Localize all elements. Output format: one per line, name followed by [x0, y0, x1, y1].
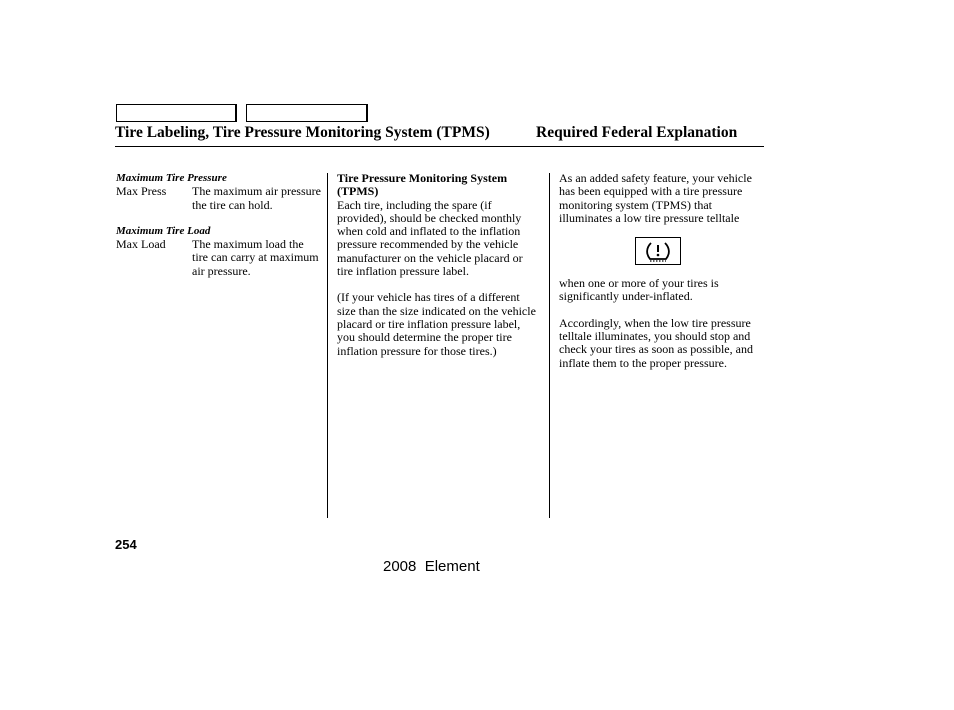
safety-feature-para: As an added safety feature, your vehicle has been equipped with a tire pressure monitoring system (TPMS) that illuminates a low tire pressure telltale: [559, 171, 752, 225]
page-header: [115, 121, 764, 147]
stop-and-check-para: Accordingly, when the low tire pressure telltale illuminates, you should stop and check your tires as soon as possible, and inflate them to the proper pressure.: [559, 315, 753, 370]
tpms-para-1: Each tire, including the spare (if provided), should be checked monthly when cold and inflated to the inflation pressure recommended by the vehicle manufacturer on the vehicle placard or tire inflation pressure label.: [337, 197, 523, 279]
max-pressure-heading: Maximum Tire Pressure: [116, 172, 227, 184]
tab-marker-1: [116, 104, 237, 122]
page-number: 254: [115, 537, 137, 552]
max-pressure-desc: The maximum air pressure the tire can hold.: [192, 184, 321, 212]
max-load-definition: [116, 238, 322, 278]
max-load-heading: Maximum Tire Load: [116, 224, 211, 237]
column-2: [337, 172, 541, 358]
low-tire-pressure-telltale-icon: [635, 237, 681, 265]
column-1: [116, 172, 322, 278]
max-load-term: Max Load: [116, 237, 166, 252]
header-right-title: Required Federal Explanation: [536, 124, 738, 141]
column-divider-2: [549, 173, 550, 518]
tpms-para-2: (If your vehicle has tires of a different size than the size indicated on the vehicle placard or tire inflation pressure label, you should determine the proper tire inflation pressure for those tires.): [337, 290, 536, 358]
max-load-desc: The maximum load the tire can carry at maximum air pressure.: [192, 237, 319, 278]
column-divider-1: [327, 173, 328, 518]
under-inflated-para: when one or more of your tires is significantly under-inflated.: [559, 276, 719, 304]
tab-marker-2: [246, 104, 368, 122]
column-3: [559, 172, 765, 370]
header-left-title: Tire Labeling, Tire Pressure Monitoring System (TPMS): [115, 124, 490, 141]
max-pressure-term: Max Press: [116, 184, 167, 199]
max-pressure-definition: [116, 185, 322, 212]
footer-model: 2008 Element: [383, 558, 480, 575]
tpms-heading: Tire Pressure Monitoring System (TPMS): [337, 171, 508, 199]
